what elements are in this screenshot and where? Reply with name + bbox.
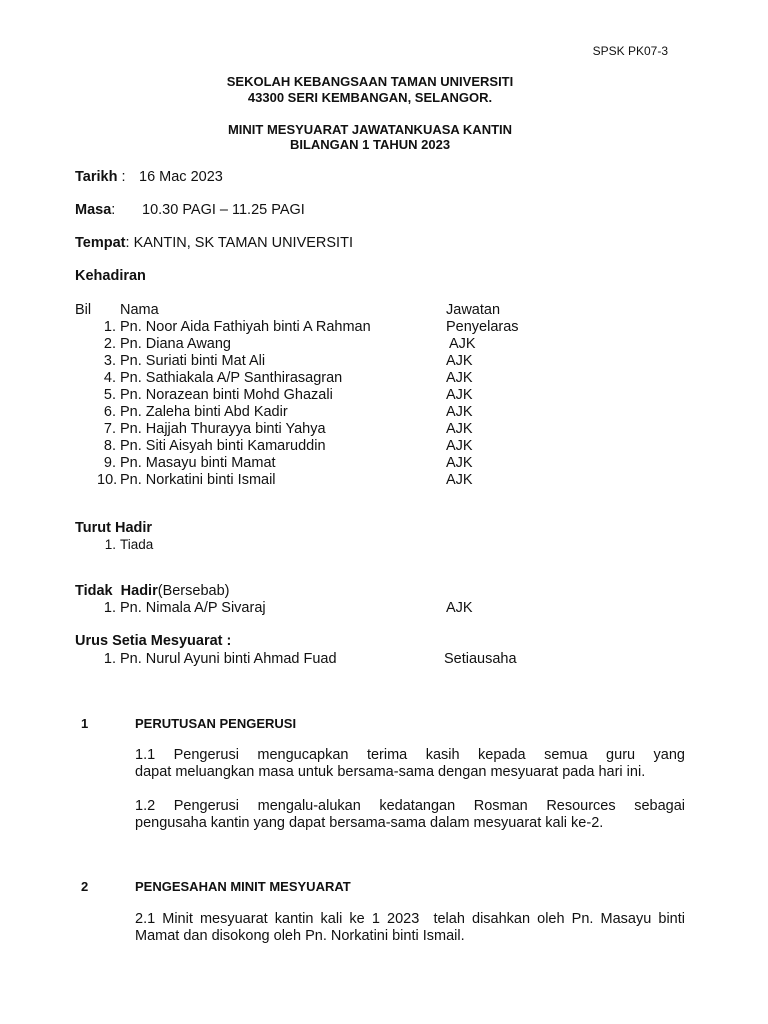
list-item: 8. Pn. Siti Aisyah binti Kamaruddin AJK <box>103 438 473 454</box>
tidak-hadir-title: Tidak Hadir <box>75 583 158 599</box>
turut-hadir-heading: Turut Hadir <box>75 520 153 536</box>
tempat-separator: : <box>125 235 130 251</box>
list-item: 1. Pn. Noor Aida Fathiyah binti A Rahman Penyelaras <box>103 319 519 335</box>
masa-label: Masa <box>75 202 112 218</box>
tempat-field <box>75 235 353 251</box>
masa-field <box>75 202 115 218</box>
list-item: 10. Pn. Norkatini binti Ismail AJK <box>97 472 473 488</box>
document-reference-code: SPSK PK07-3 <box>592 44 668 58</box>
school-name: SEKOLAH KEBANGSAAN TAMAN UNIVERSITI <box>226 74 514 89</box>
tarikh-value: 16 Mac 2023 <box>139 169 223 185</box>
list-item: 2. Pn. Diana Awang AJK <box>103 336 476 352</box>
paragraph-1-2: 1.2 Pengerusi mengalu-alukan kedatangan Rosman Resources sebagai pengusaha kantin yang dapat bersama-sama dalam mesyuarat kali ke-2. <box>135 798 685 831</box>
paragraph-1-1: 1.1 Pengerusi mengucapkan terima kasih kepada semua guru yang dapat meluangkan masa untuk bersama-sama dengan mesyuarat pada hari ini. <box>135 747 685 780</box>
attendance-header-row <box>75 302 575 319</box>
paragraph-2-1: 2.1 Minit mesyuarat kantin kali ke 1 2023 telah disahkan oleh Pn. Masayu binti Mamat dan disokong oleh Pn. Norkatini binti Ismail. <box>135 911 685 944</box>
list-item: 5. Pn. Norazean binti Mohd Ghazali AJK <box>103 387 473 403</box>
kehadiran-heading: Kehadiran <box>75 268 146 284</box>
col-jawatan-header: Jawatan <box>446 302 501 318</box>
list-item: 1. Pn. Nimala A/P Sivaraj AJK <box>103 600 473 616</box>
urus-setia-heading: Urus Setia Mesyuarat : <box>75 633 232 649</box>
list-item: 1. Pn. Nurul Ayuni binti Ahmad Fuad Setiausaha <box>103 651 517 667</box>
tidak-hadir-heading <box>75 583 229 599</box>
tempat-value: KANTIN, SK TAMAN UNIVERSITI <box>133 235 353 251</box>
col-nama-header: Nama <box>120 302 159 318</box>
tempat-label: Tempat <box>75 235 126 251</box>
list-item: 1. Tiada <box>104 537 154 552</box>
tarikh-field <box>75 169 126 185</box>
attendance-list <box>75 319 575 489</box>
list-item: 3. Pn. Suriati binti Mat Ali AJK <box>103 353 473 369</box>
tarikh-separator: : <box>117 169 126 185</box>
masa-value: 10.30 PAGI – 11.25 PAGI <box>142 202 305 218</box>
masa-separator: : <box>111 202 116 218</box>
section-2-number: 2 <box>81 879 89 894</box>
list-item: 7. Pn. Hajjah Thurayya binti Yahya AJK <box>103 421 473 437</box>
minutes-number: BILANGAN 1 TAHUN 2023 <box>289 137 451 152</box>
section-2-title: PENGESAHAN MINIT MESYUARAT <box>135 879 351 894</box>
tidak-hadir-note: (Bersebab) <box>157 583 230 599</box>
list-item: 6. Pn. Zaleha binti Abd Kadir AJK <box>103 404 473 420</box>
minutes-title: MINIT MESYUARAT JAWATANKUASA KANTIN <box>227 122 513 137</box>
school-address: 43300 SERI KEMBANGAN, SELANGOR. <box>247 90 493 105</box>
col-bil-header: Bil <box>75 302 92 318</box>
list-item: 4. Pn. Sathiakala A/P Santhirasagran AJK <box>103 370 473 386</box>
tarikh-label: Tarikh <box>75 169 118 185</box>
section-1-number: 1 <box>81 716 89 731</box>
section-1-title: PERUTUSAN PENGERUSI <box>135 716 297 731</box>
list-item: 9. Pn. Masayu binti Mamat AJK <box>103 455 473 471</box>
